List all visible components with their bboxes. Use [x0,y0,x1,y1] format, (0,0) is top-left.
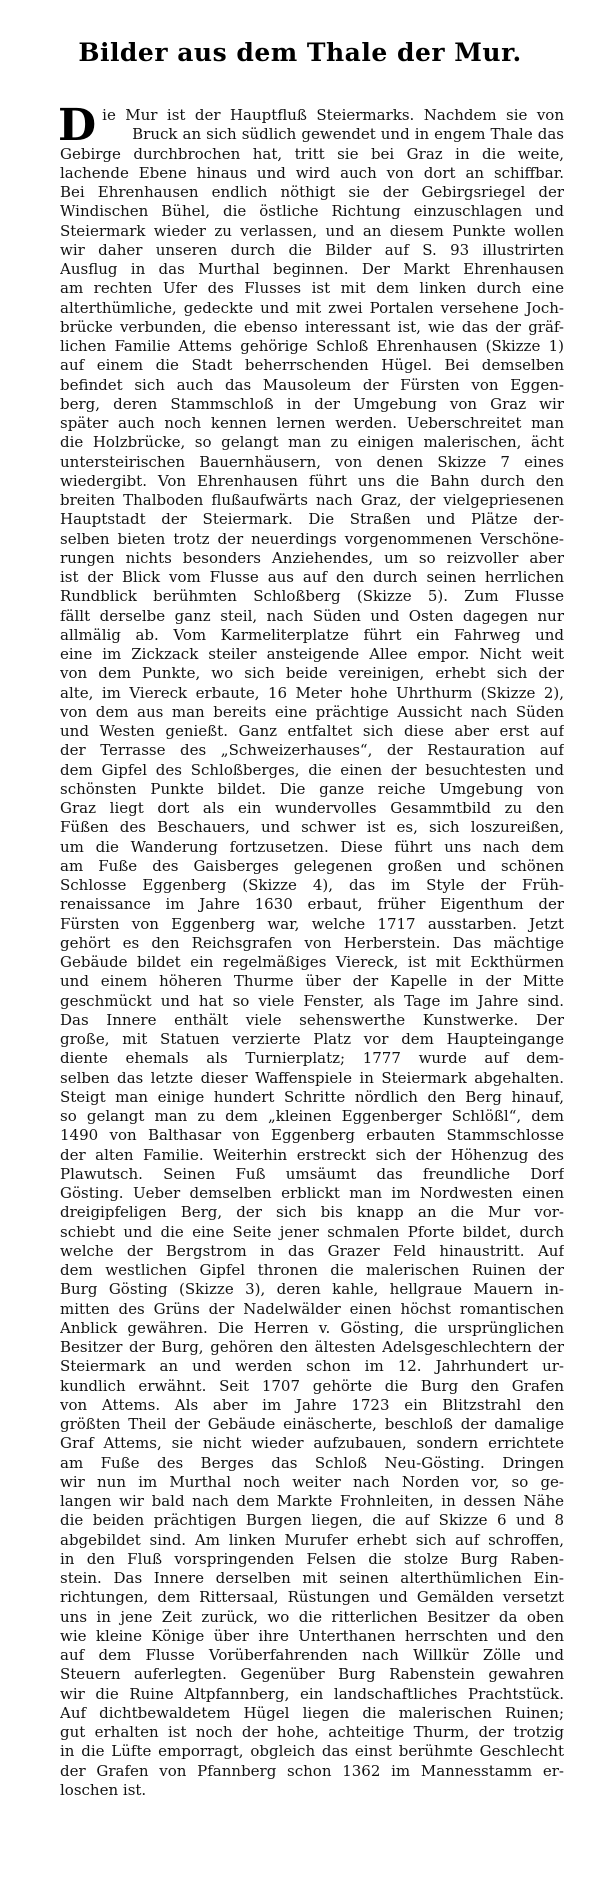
text-line: Besitzer der Burg, gehören den ältesten Adelsgeschlechtern der [60,1338,564,1356]
text-line: Graz liegt dort als ein wundervolles Gesammtbild zu den [60,799,564,817]
text-line: wir daher unseren durch die Bilder auf S. 93 illustrirten [60,240,564,259]
text-line: Bei Ehrenhausen endlich nöthigt sie der Gebirgsriegel der [60,183,564,201]
text-line: Plawutsch. Seinen Fuß umsäumt das freundliche Dorf [60,1164,564,1183]
text-line: in die Lüfte emporragt, obgleich das einst berühmte Geschlecht [60,1742,564,1761]
text-line: später auch noch kennen lernen werden. Ueberschreitet man [60,414,564,432]
text-line: Steiermark an und werden schon im 12. Jahrhundert ur- [60,1357,564,1376]
text-line: gut erhalten ist noch der hohe, achteitige Thurm, der trotzig [60,1723,564,1741]
text-line: wir die Ruine Altpfannberg, ein landschaftliches Prachtstück. [60,1684,564,1703]
text-line: rungen nichts besonders Anziehendes, um so reizvoller aber [60,548,564,567]
text-line: auf einem die Stadt beherrschenden Hügel. Bei demselben [60,356,564,375]
text-line: der Terrasse des „Schweizerhauses“, der Restauration auf [60,741,564,760]
text-line: selben das letzte dieser Waffenspiele in Steiermark abgehalten. [60,1068,564,1087]
text-line: so gelangt man zu dem „kleinen Eggenberger Schlößl“, dem [60,1107,564,1125]
text-line: schiebt und die eine Seite jener schmalen Pforte bildet, durch [60,1222,564,1241]
text-line: größten Theil der Gebäude einäscherte, beschloß der damalige [60,1415,564,1433]
article-body [58,100,564,1800]
text-line: ist der Blick vom Flusse aus auf den durch seinen herrlichen [60,568,564,586]
text-line: lichen Familie Attems gehörige Schloß Ehrenhausen (Skizze 1) [60,337,564,355]
text-line: stein. Das Innere derselben mit seinen alterthümlichen Ein- [60,1569,564,1587]
text-line: um die Wanderung fortzusetzen. Diese führt uns nach dem [60,837,564,856]
text-line: in den Fluß vorspringenden Felsen die stolze Burg Raben- [60,1549,564,1568]
text-line: auf dem Flusse Vorüberfahrenden nach Willkür Zölle und [60,1646,564,1664]
text-line: die beiden prächtigen Burgen liegen, die auf Skizze 6 und 8 [60,1511,564,1530]
text-line: eine im Zickzack steiler ansteigende Allee empor. Nicht weit [60,645,564,663]
text-line: wiedergibt. Von Ehrenhausen führt uns die Bahn durch den [60,471,564,490]
text-line: gehört es den Reichsgrafen von Herberstein. Das mächtige [60,933,564,952]
text-line: Gebäude bildet ein regelmäßiges Viereck, ist mit Eckthürmen [60,953,564,971]
text-line: Füßen des Beschauers, und schwer ist es, sich loszureißen, [60,818,564,837]
text-line: wie kleine Könige über ihre Unterthanen herrschten und den [60,1626,564,1645]
text-line: untersteirischen Bauernhäusern, von denen Skizze 7 eines [60,452,564,471]
article-title: Bilder aus dem Thale der Mur. [78,38,522,67]
text-line: welche der Bergstrom in das Grazer Feld hinaustritt. Auf [60,1241,564,1260]
text-line: und einem höheren Thurme über der Kapelle in der Mitte [60,972,564,991]
text-line: diente ehemals als Turnierplatz; 1777 wurde auf dem- [60,1049,564,1068]
text-line: alte, im Viereck erbaute, 16 Meter hohe Uhrthurm (Skizze 2), [60,683,564,702]
text-line: befindet sich auch das Mausoleum der Fürsten von Eggen- [60,375,564,394]
text-line: 1490 von Balthasar von Eggenberg erbauten Stammschlosse [60,1126,564,1145]
text-line: berg, deren Stammschloß in der Umgebung von Graz wir [60,394,564,413]
text-line: kundlich erwähnt. Seit 1707 gehörte die Burg den Grafen [60,1376,564,1395]
text-line: uns in jene Zeit zurück, wo die ritterlichen Besitzer da oben [60,1607,564,1626]
text-line: Schlosse Eggenberg (Skizze 4), das im Style der Früh- [60,876,564,894]
text-line: abgebildet sind. Am linken Murufer erhebt sich auf schroffen, [60,1530,564,1549]
text-line: breiten Thalboden flußaufwärts nach Graz, der vielgepriesenen [60,491,564,509]
text-line: dem westlichen Gipfel thronen die malerischen Ruinen der [60,1261,564,1279]
text-line: dem Gipfel des Schloßberges, die einen der besuchtesten und [60,760,564,779]
text-line: mitten des Grüns der Nadelwälder einen höchst romantischen [60,1299,564,1318]
text-line: von dem Punkte, wo sich beide vereinigen, erhebt sich der [60,664,564,683]
text-line: Windischen Bühel, die östliche Richtung einzuschlagen und [60,202,564,221]
text-line: dreigipfeligen Berg, der sich bis knapp an die Mur vor- [60,1203,564,1222]
text-line: Auf dichtbewaldetem Hügel liegen die malerischen Ruinen; [60,1703,564,1722]
text-line: große, mit Statuen verzierte Platz vor dem Haupteingange [60,1030,564,1048]
text-line: Rundblick berühmten Schloßberg (Skizze 5). Zum Flusse [60,587,564,606]
text-line: und Westen genießt. Ganz entfaltet sich diese aber erst auf [60,722,564,740]
text-line: fällt derselbe ganz steil, nach Süden und Osten dagegen nur [60,606,564,625]
text-line: selben bieten trotz der neuerdings vorgenommenen Verschöne- [60,529,564,548]
drop-cap-initial: D [58,100,97,151]
text-line: Fürsten von Eggenberg war, welche 1717 ausstarben. Jetzt [60,914,564,933]
text-line: alterthümliche, gedeckte und mit zwei Portalen versehene Joch- [60,298,564,317]
text-line: ie Mur ist der Hauptfluß Steiermarks. Nachdem sie von [102,106,564,124]
text-line: Anblick gewähren. Die Herren v. Gösting, die ursprünglichen [60,1318,564,1337]
text-line: Steuern auferlegten. Gegenüber Burg Rabenstein gewahren [60,1665,564,1684]
text-line: Gösting. Ueber demselben erblickt man im Nordwesten einen [60,1184,564,1202]
text-line: der alten Familie. Weiterhin erstreckt sich der Höhenzug des [60,1145,564,1164]
text-line: Burg Gösting (Skizze 3), deren kahle, hellgraue Mauern in- [60,1280,564,1299]
text-line: Steigt man einige hundert Schritte nördlich den Berg hinauf, [60,1087,564,1106]
text-line: am rechten Ufer des Flusses ist mit dem linken durch eine [60,279,564,298]
text-line: wir nun im Murthal noch weiter nach Norden vor, so ge- [60,1472,564,1491]
text-line: am Fuße des Berges das Schloß Neu-Gösting. Dringen [60,1453,564,1472]
text-line: von dem aus man bereits eine prächtige Aussicht nach Süden [60,702,564,721]
text-line: die Holzbrücke, so gelangt man zu einigen malerischen, ächt [60,433,564,452]
text-line: Bruck an sich südlich gewendet und in engem Thale das [132,125,564,144]
text-line: brücke verbunden, die ebenso interessant ist, wie das der gräf- [60,317,564,336]
text-line: am Fuße des Gaisberges gelegenen großen und schönen [60,856,564,875]
text-line: lachende Ebene hinaus und wird auch von dort an schiffbar. [60,163,564,182]
text-line: Ausflug in das Murthal beginnen. Der Markt Ehrenhausen [60,260,564,278]
text-line: von Attems. Als aber im Jahre 1723 ein Blitzstrahl den [60,1395,564,1414]
text-line: Graf Attems, sie nicht wieder aufzubauen, sondern errichtete [60,1434,564,1453]
text-line: schönsten Punkte bildet. Die ganze reiche Umgebung von [60,779,564,798]
text-line: Steiermark wieder zu verlassen, und an diesem Punkte wollen [60,221,564,240]
text-line: Gebirge durchbrochen hat, tritt sie bei Graz in die weite, [60,144,564,163]
text-line: richtungen, dem Rittersaal, Rüstungen und Gemälden versetzt [60,1588,564,1607]
text-line: geschmückt und hat so viele Fenster, als Tage im Jahre sind. [60,991,564,1010]
text-line: Das Innere enthält viele sehenswerthe Kunstwerke. Der [60,1010,564,1029]
text-line: der Grafen von Pfannberg schon 1362 im Mannesstamm er- [60,1761,564,1780]
text-line: Hauptstadt der Steiermark. Die Straßen und Plätze der- [60,510,564,529]
text-line: loschen ist. [60,1780,147,1799]
text-line: allmälig ab. Vom Karmeliterplatze führt ein Fahrweg und [60,625,564,644]
text-line: renaissance im Jahre 1630 erbaut, früher Eigenthum der [60,895,564,914]
text-line: langen wir bald nach dem Markte Frohnleiten, in dessen Nähe [60,1492,564,1510]
